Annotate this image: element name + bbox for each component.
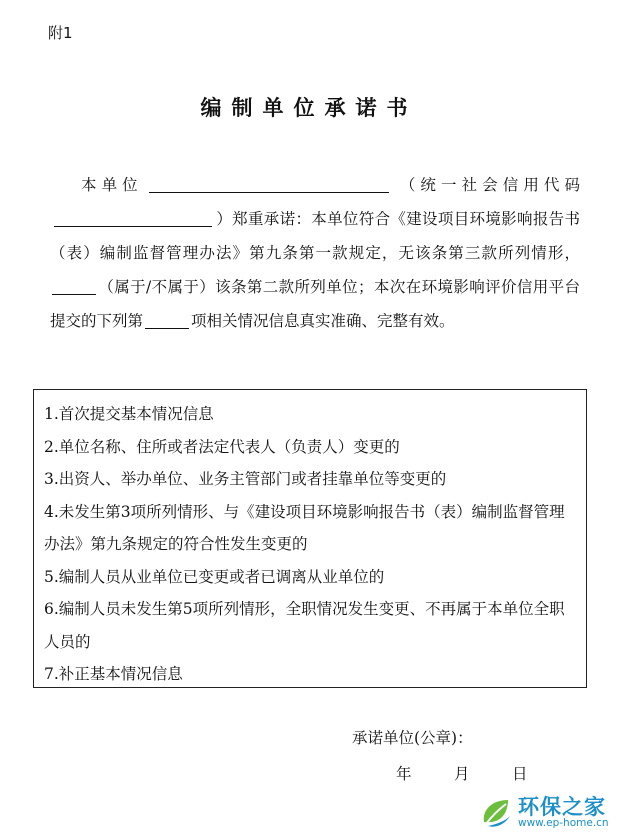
date-year: 年 — [396, 765, 412, 783]
items-list — [34, 390, 586, 691]
watermark-name: 环保之家 — [518, 795, 606, 819]
commitment-text-2: （统一社会信用代码 — [394, 176, 580, 194]
credit-code-blank[interactable] — [54, 208, 212, 227]
list-item: 4.未发生第3项所列情形、与《建设项目环境影响报告书（表）编制监督管理办法》第九条规定的符合性发生变更的 — [44, 502, 565, 553]
commitment-text-1: 本单位 — [81, 176, 143, 194]
commitment-text-5: 项相关情况信息真实准确、完整有效。 — [191, 312, 455, 330]
leaf-logo-icon — [478, 794, 514, 830]
watermark-logo — [478, 790, 618, 837]
item-number-blank[interactable] — [145, 310, 189, 329]
commitment-paragraph — [50, 168, 580, 338]
attachment-label: 附1 — [48, 24, 73, 42]
commitment-text-4: （属于/不属于）该条第二款所列单位；本次在环境影响评价信用平台提交的下列第 — [50, 278, 580, 330]
unit-name-blank[interactable] — [149, 174, 389, 193]
list-item: 7.补正基本情况信息 — [44, 665, 183, 683]
watermark-url: www.ep-home.cn — [518, 817, 609, 829]
list-item: 2.单位名称、住所或者法定代表人（负责人）变更的 — [44, 437, 400, 456]
list-item: 1.首次提交基本情况信息 — [44, 405, 214, 423]
belongs-blank[interactable] — [52, 276, 96, 295]
date-month: 月 — [454, 765, 470, 783]
date-day: 日 — [512, 765, 528, 783]
list-item: 6.编制人员未发生第5项所列情形，全职情况发生变更、不再属于本单位全职人员的 — [44, 600, 565, 651]
list-item: 3.出资人、举办单位、业务主管部门或者挂靠单位等变更的 — [44, 470, 447, 488]
signature-date — [396, 762, 570, 784]
list-item: 5.编制人员从业单位已变更或者已调离从业单位的 — [44, 567, 385, 586]
document-title: 编制单位承诺书 — [200, 96, 418, 120]
commitment-text-3: ）郑重承诺：本单位符合《建设项目环境影响报告书（表）编制监督管理办法》第九条第一款规定，无该条第三款所列情形， — [50, 210, 580, 262]
signature-label: 承诺单位(公章)： — [352, 729, 473, 747]
items-box — [33, 389, 587, 688]
